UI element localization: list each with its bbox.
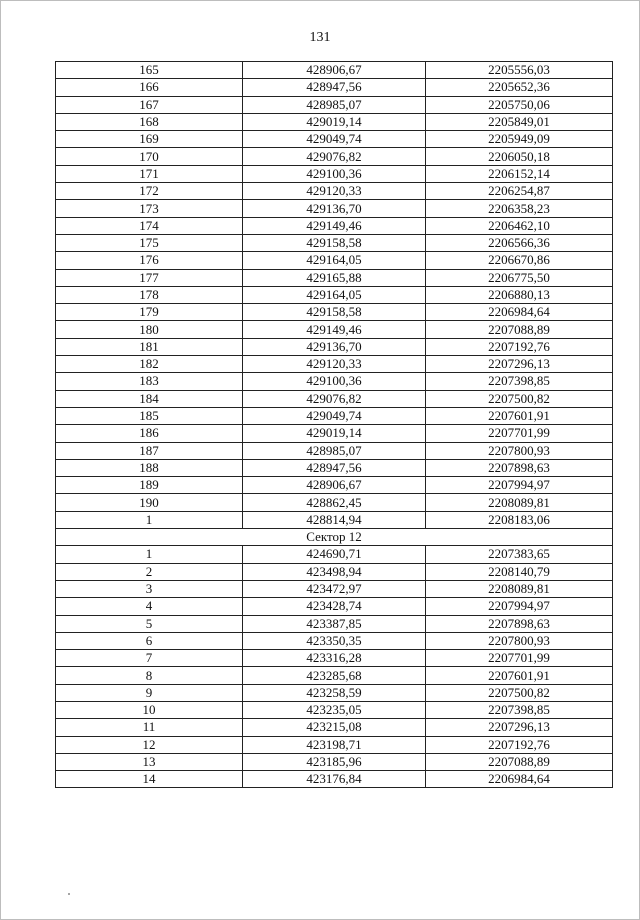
point-number-cell: 183 <box>56 373 243 390</box>
y-coordinate-cell: 2207601,91 <box>426 407 613 424</box>
table-row <box>56 217 613 234</box>
x-coordinate-cell: 429019,14 <box>243 425 426 442</box>
point-number-cell: 167 <box>56 96 243 113</box>
x-coordinate-cell: 429100,36 <box>243 165 426 182</box>
point-number-cell: 6 <box>56 632 243 649</box>
y-coordinate-cell: 2206880,13 <box>426 286 613 303</box>
table-row <box>56 200 613 217</box>
y-coordinate-cell: 2207500,82 <box>426 390 613 407</box>
x-coordinate-cell: 423316,28 <box>243 650 426 667</box>
table-row <box>56 183 613 200</box>
x-coordinate-cell: 429049,74 <box>243 131 426 148</box>
x-coordinate-cell: 429158,58 <box>243 304 426 321</box>
table-row <box>56 598 613 615</box>
y-coordinate-cell: 2207088,89 <box>426 321 613 338</box>
y-coordinate-cell: 2207296,13 <box>426 719 613 736</box>
x-coordinate-cell: 428985,07 <box>243 96 426 113</box>
table-row <box>56 373 613 390</box>
point-number-cell: 180 <box>56 321 243 338</box>
x-coordinate-cell: 429149,46 <box>243 217 426 234</box>
table-row <box>56 390 613 407</box>
table-row <box>56 96 613 113</box>
x-coordinate-cell: 428985,07 <box>243 442 426 459</box>
y-coordinate-cell: 2208140,79 <box>426 563 613 580</box>
point-number-cell: 185 <box>56 407 243 424</box>
y-coordinate-cell: 2207800,93 <box>426 442 613 459</box>
x-coordinate-cell: 429164,05 <box>243 286 426 303</box>
x-coordinate-cell: 429158,58 <box>243 234 426 251</box>
x-coordinate-cell: 423285,68 <box>243 667 426 684</box>
point-number-cell: 13 <box>56 753 243 770</box>
y-coordinate-cell: 2207994,97 <box>426 477 613 494</box>
table-row <box>56 563 613 580</box>
point-number-cell: 2 <box>56 563 243 580</box>
table-row <box>56 79 613 96</box>
point-number-cell: 187 <box>56 442 243 459</box>
y-coordinate-cell: 2206462,10 <box>426 217 613 234</box>
x-coordinate-cell: 429136,70 <box>243 338 426 355</box>
y-coordinate-cell: 2207898,63 <box>426 615 613 632</box>
y-coordinate-cell: 2208089,81 <box>426 494 613 511</box>
x-coordinate-cell: 423215,08 <box>243 719 426 736</box>
point-number-cell: 11 <box>56 719 243 736</box>
point-number-cell: 177 <box>56 269 243 286</box>
x-coordinate-cell: 428814,94 <box>243 511 426 528</box>
coordinates-table <box>55 61 613 788</box>
table-row <box>56 338 613 355</box>
point-number-cell: 170 <box>56 148 243 165</box>
point-number-cell: 165 <box>56 62 243 79</box>
x-coordinate-cell: 429049,74 <box>243 407 426 424</box>
table-row <box>56 684 613 701</box>
table-row <box>56 615 613 632</box>
table-row <box>56 131 613 148</box>
table-row <box>56 494 613 511</box>
table-row <box>56 701 613 718</box>
point-number-cell: 174 <box>56 217 243 234</box>
x-coordinate-cell: 423258,59 <box>243 684 426 701</box>
x-coordinate-cell: 423350,35 <box>243 632 426 649</box>
y-coordinate-cell: 2205949,09 <box>426 131 613 148</box>
point-number-cell: 175 <box>56 234 243 251</box>
y-coordinate-cell: 2206566,36 <box>426 234 613 251</box>
point-number-cell: 179 <box>56 304 243 321</box>
x-coordinate-cell: 423185,96 <box>243 753 426 770</box>
point-number-cell: 10 <box>56 701 243 718</box>
point-number-cell: 169 <box>56 131 243 148</box>
y-coordinate-cell: 2207898,63 <box>426 459 613 476</box>
y-coordinate-cell: 2206775,50 <box>426 269 613 286</box>
x-coordinate-cell: 428947,56 <box>243 459 426 476</box>
y-coordinate-cell: 2207296,13 <box>426 356 613 373</box>
x-coordinate-cell: 423198,71 <box>243 736 426 753</box>
table-row <box>56 667 613 684</box>
x-coordinate-cell: 429164,05 <box>243 252 426 269</box>
x-coordinate-cell: 429120,33 <box>243 356 426 373</box>
point-number-cell: 188 <box>56 459 243 476</box>
table-row <box>56 148 613 165</box>
y-coordinate-cell: 2207701,99 <box>426 425 613 442</box>
y-coordinate-cell: 2207398,85 <box>426 373 613 390</box>
x-coordinate-cell: 429165,88 <box>243 269 426 286</box>
x-coordinate-cell: 429076,82 <box>243 148 426 165</box>
table-row <box>56 62 613 79</box>
table-row <box>56 580 613 597</box>
table-row <box>56 356 613 373</box>
point-number-cell: 3 <box>56 580 243 597</box>
point-number-cell: 186 <box>56 425 243 442</box>
y-coordinate-cell: 2206050,18 <box>426 148 613 165</box>
point-number-cell: 178 <box>56 286 243 303</box>
point-number-cell: 1 <box>56 511 243 528</box>
y-coordinate-cell: 2207500,82 <box>426 684 613 701</box>
x-coordinate-cell: 429100,36 <box>243 373 426 390</box>
x-coordinate-cell: 429149,46 <box>243 321 426 338</box>
point-number-cell: 8 <box>56 667 243 684</box>
y-coordinate-cell: 2206254,87 <box>426 183 613 200</box>
y-coordinate-cell: 2206358,23 <box>426 200 613 217</box>
table-row <box>56 165 613 182</box>
y-coordinate-cell: 2208183,06 <box>426 511 613 528</box>
y-coordinate-cell: 2207088,89 <box>426 753 613 770</box>
x-coordinate-cell: 429120,33 <box>243 183 426 200</box>
point-number-cell: 173 <box>56 200 243 217</box>
y-coordinate-cell: 2207192,76 <box>426 338 613 355</box>
table-row <box>56 321 613 338</box>
table-row <box>56 113 613 130</box>
table-row <box>56 252 613 269</box>
y-coordinate-cell: 2207800,93 <box>426 632 613 649</box>
y-coordinate-cell: 2207601,91 <box>426 667 613 684</box>
table-row <box>56 459 613 476</box>
y-coordinate-cell: 2205652,36 <box>426 79 613 96</box>
table-body-lower <box>56 546 613 788</box>
table-body-upper <box>56 62 613 529</box>
table-row <box>56 407 613 424</box>
table-row <box>56 234 613 251</box>
point-number-cell: 168 <box>56 113 243 130</box>
table-row <box>56 269 613 286</box>
x-coordinate-cell: 423176,84 <box>243 771 426 788</box>
y-coordinate-cell: 2207383,65 <box>426 546 613 563</box>
table-row <box>56 771 613 788</box>
y-coordinate-cell: 2207192,76 <box>426 736 613 753</box>
y-coordinate-cell: 2205556,03 <box>426 62 613 79</box>
x-coordinate-cell: 423387,85 <box>243 615 426 632</box>
point-number-cell: 189 <box>56 477 243 494</box>
point-number-cell: 14 <box>56 771 243 788</box>
point-number-cell: 171 <box>56 165 243 182</box>
x-coordinate-cell: 423235,05 <box>243 701 426 718</box>
y-coordinate-cell: 2208089,81 <box>426 580 613 597</box>
point-number-cell: 166 <box>56 79 243 96</box>
page-number: 131 <box>309 30 331 45</box>
point-number-cell: 12 <box>56 736 243 753</box>
y-coordinate-cell: 2206670,86 <box>426 252 613 269</box>
point-number-cell: 172 <box>56 183 243 200</box>
table-row <box>56 286 613 303</box>
x-coordinate-cell: 423498,94 <box>243 563 426 580</box>
point-number-cell: 1 <box>56 546 243 563</box>
table-row <box>56 719 613 736</box>
x-coordinate-cell: 428947,56 <box>243 79 426 96</box>
y-coordinate-cell: 2207701,99 <box>426 650 613 667</box>
y-coordinate-cell: 2206984,64 <box>426 304 613 321</box>
x-coordinate-cell: 423428,74 <box>243 598 426 615</box>
y-coordinate-cell: 2207398,85 <box>426 701 613 718</box>
y-coordinate-cell: 2205849,01 <box>426 113 613 130</box>
x-coordinate-cell: 428906,67 <box>243 62 426 79</box>
table-row <box>56 753 613 770</box>
x-coordinate-cell: 423472,97 <box>243 580 426 597</box>
x-coordinate-cell: 424690,71 <box>243 546 426 563</box>
point-number-cell: 190 <box>56 494 243 511</box>
table-row <box>56 632 613 649</box>
x-coordinate-cell: 429019,14 <box>243 113 426 130</box>
y-coordinate-cell: 2206152,14 <box>426 165 613 182</box>
point-number-cell: 9 <box>56 684 243 701</box>
table-row <box>56 736 613 753</box>
section-row <box>56 529 613 546</box>
y-coordinate-cell: 2205750,06 <box>426 96 613 113</box>
point-number-cell: 181 <box>56 338 243 355</box>
y-coordinate-cell: 2206984,64 <box>426 771 613 788</box>
point-number-cell: 4 <box>56 598 243 615</box>
section-header <box>56 529 613 546</box>
scan-speck <box>68 893 70 895</box>
point-number-cell: 182 <box>56 356 243 373</box>
table-row <box>56 546 613 563</box>
table-row <box>56 425 613 442</box>
table-row <box>56 511 613 528</box>
point-number-cell: 7 <box>56 650 243 667</box>
table-row <box>56 442 613 459</box>
section-title: Сектор 12 <box>56 529 613 546</box>
point-number-cell: 176 <box>56 252 243 269</box>
point-number-cell: 184 <box>56 390 243 407</box>
x-coordinate-cell: 429136,70 <box>243 200 426 217</box>
x-coordinate-cell: 428862,45 <box>243 494 426 511</box>
point-number-cell: 5 <box>56 615 243 632</box>
table-row <box>56 650 613 667</box>
x-coordinate-cell: 428906,67 <box>243 477 426 494</box>
x-coordinate-cell: 429076,82 <box>243 390 426 407</box>
table-row <box>56 304 613 321</box>
y-coordinate-cell: 2207994,97 <box>426 598 613 615</box>
table-row <box>56 477 613 494</box>
